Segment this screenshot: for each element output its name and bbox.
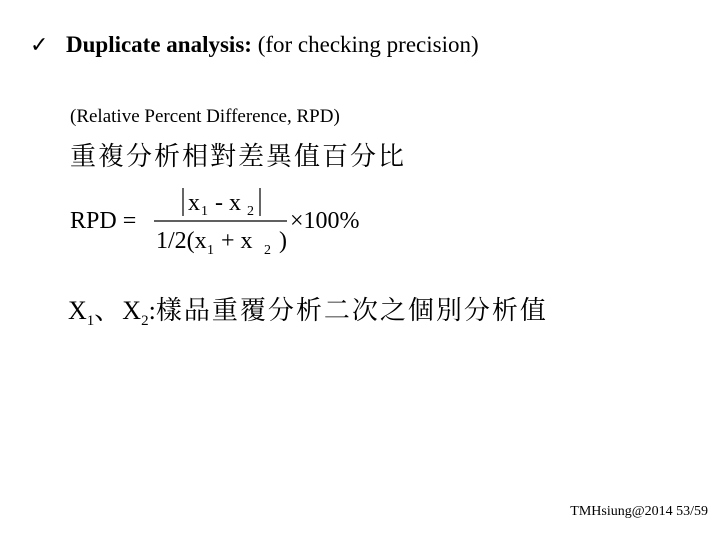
denominator-plus-x: + x <box>215 228 253 254</box>
numerator-minus-x: - x <box>209 190 241 216</box>
var-description: 樣品重覆分析二次之個別分析值 <box>155 296 548 326</box>
numerator-sub1: 1 <box>201 204 208 219</box>
var-colon: : <box>148 296 156 325</box>
numerator-x1: x <box>188 190 200 216</box>
var-x1-sub: 1 <box>86 313 95 330</box>
formula-times-100: ×100% <box>290 208 360 234</box>
denominator-sub2: 2 <box>264 243 271 258</box>
var-x2-sub: 2 <box>141 313 149 330</box>
heading-rest-text: (for checking precision) <box>251 32 479 57</box>
subtitle-english: (Relative Percent Difference, RPD) <box>70 106 340 127</box>
variable-definition <box>68 290 548 330</box>
subtitle-chinese: 重複分析相對差異值百分比 <box>70 142 407 172</box>
var-x1: X <box>68 296 87 325</box>
numerator-sub2: 2 <box>247 204 254 219</box>
rpd-formula <box>70 186 410 262</box>
denominator-start: 1/2(x <box>156 228 207 254</box>
formula-svg <box>70 186 410 262</box>
slide-footer: TMHsiung@2014 53/59 <box>570 504 708 519</box>
var-separator: 、 <box>94 296 123 326</box>
bullet-heading <box>30 32 479 58</box>
denominator-sub1: 1 <box>207 243 214 258</box>
denominator-end: ) <box>273 228 287 254</box>
var-x2: X <box>122 296 142 325</box>
heading-bold-text: Duplicate analysis: <box>66 32 252 57</box>
checkmark-icon: ✓ <box>30 33 49 58</box>
formula-lhs: RPD = <box>70 208 137 234</box>
